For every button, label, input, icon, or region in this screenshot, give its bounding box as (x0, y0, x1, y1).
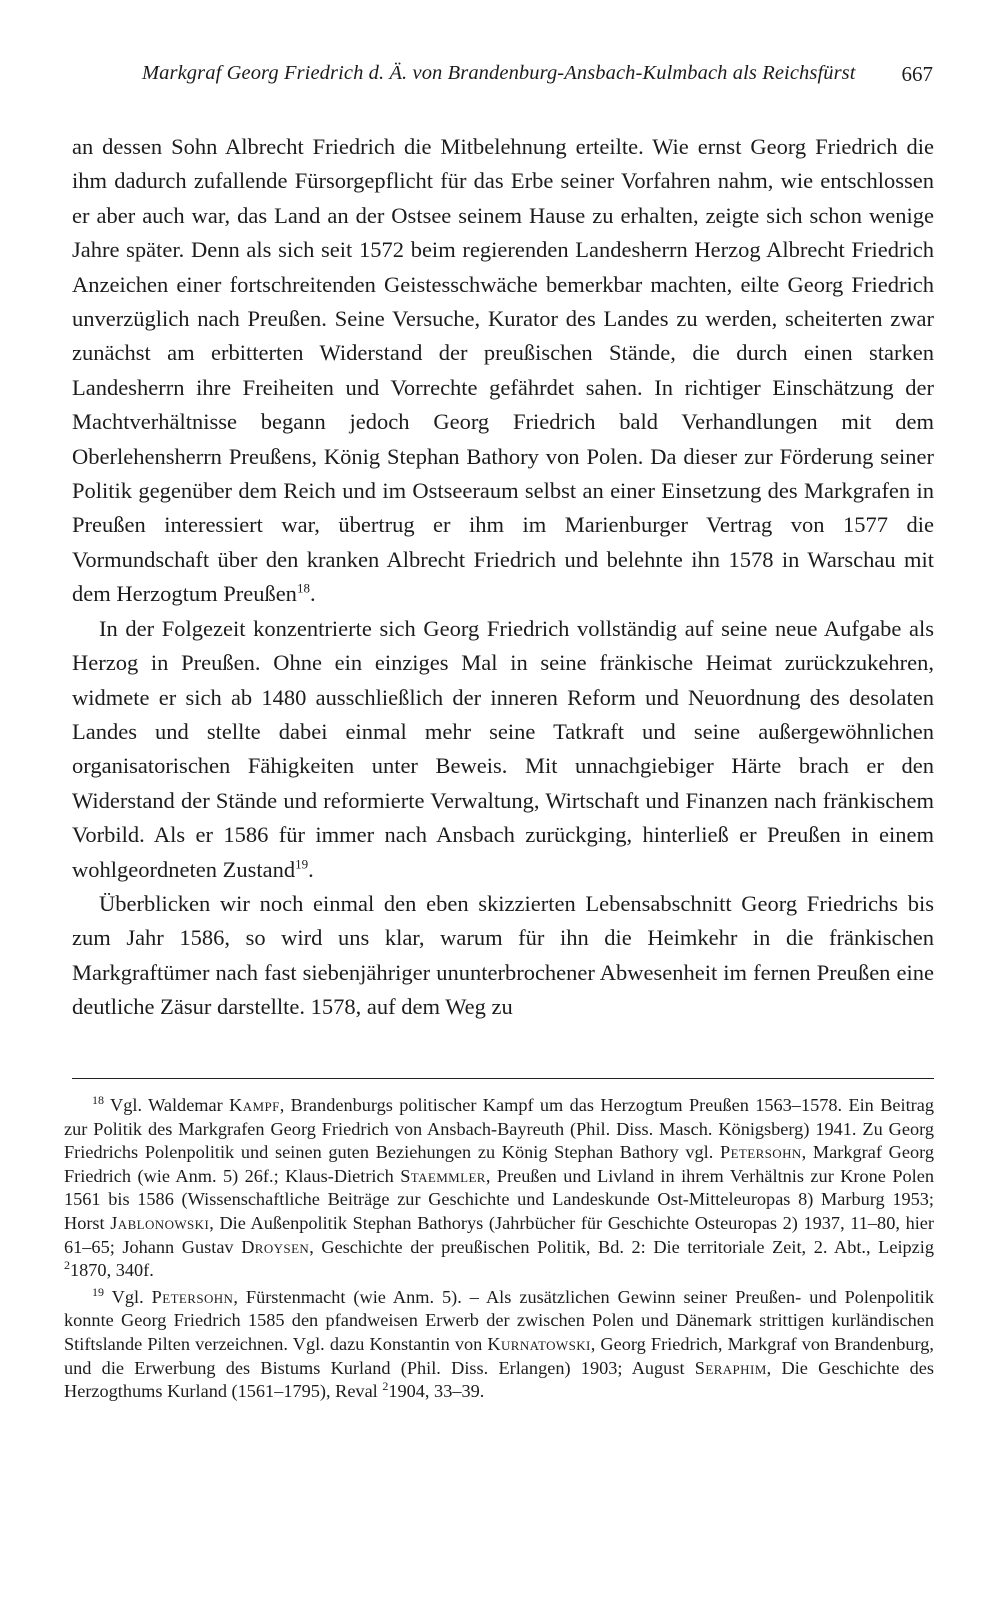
paragraph-end: . (309, 581, 316, 607)
author-name: Kampf (229, 1095, 280, 1115)
footnote-text: 1904, 33–39. (388, 1381, 485, 1402)
footnote-19 (64, 1286, 934, 1404)
footnote-18 (64, 1094, 934, 1283)
footnotes (64, 1094, 934, 1404)
author-name: Petersohn (720, 1142, 802, 1163)
page-number: 667 (901, 62, 933, 86)
paragraph-text: an dessen Sohn Albrecht Friedrich die Mitbelehnung erteilte. Wie ernst Georg Friedrich die ihm dadurch zufallende Fürsorgepflicht für das Erbe seiner Vorfahren nahm, wie entschlossen er aber auch war, das Land an der Ostsee seinem Hause zu erhalten, zeigte sich schon wenige Jahre später. Denn als sich seit 1572 beim regierenden Landesherrn Herzog Albrecht Friedrich Anzeichen einer fortschreitenden Geistesschwäche bemerkbar machten, eilte Georg Friedrich unverzüglich nach Preußen. Seine Versuche, Kurator des Landes zu werden, scheiterten zwar zunächst am erbitterten Widerstand der preußischen Stände, die durch einen starken Landesherrn ihre Freiheiten und Vorrechte gefährdet sahen. In richtiger Einschätzung der Machtverhältnisse begann jedoch Georg Friedrich bald Verhandlungen mit dem Oberlehensherrn Preußens, König Stephan Bathory von Polen. Da dieser zur Förderung seiner Politik gegenüber dem Reich und im Ostseeraum selbst an einer Einsetzung des Markgrafen in Preußen interessiert war, übertrug er ihm im Marienburger Vertrag von 1577 die Vormundschaft über den kranken Albrecht Friedrich und belehnte ihn 1578 in Warschau mit dem Herzogtum Preußen (72, 134, 934, 607)
author-name: Jablonowski (110, 1212, 210, 1233)
footnote-text: , Die Außenpolitik Stephan Bathorys (Jahrbücher für Geschichte Osteuropas 2) 1937, 11–80, hier 61–65; Johann Gustav (64, 1212, 934, 1257)
main-text (72, 130, 934, 1025)
paragraph-end: . (308, 856, 314, 882)
footnote-text: Vgl. (111, 1286, 152, 1307)
author-name: Droysen (241, 1236, 310, 1257)
author-name: Kurnatowski (487, 1333, 591, 1354)
footnote-text: , Brandenburgs politischer Kampf um das Herzogtum Preußen 1563–1578. Ein Beitrag zur Politik des Markgrafen Georg Friedrich von Ansbach-Bayreuth (Phil. Diss. Masch. Königsberg) 1941. Zu Georg Friedrichs Polenpolitik und seinen guten Beziehungen zu König Stephan Bathory vgl. (64, 1095, 934, 1163)
edition-number: 2 (382, 1379, 389, 1394)
footnote-text: 1870, 340f. (70, 1260, 154, 1281)
footnote-ref-19: 19 (295, 856, 309, 872)
paragraph (72, 130, 934, 612)
edition-number: 2 (64, 1258, 70, 1273)
footnote-number: 18 (92, 1092, 104, 1107)
footnote-text: , Geschichte der preußischen Politik, Bd. 2: Die territoriale Zeit, 2. Abt., Leipzig (309, 1236, 935, 1257)
footnote-text: , Preußen und Livland in ihrem Verhältnis zur Krone Polen 1561 bis 1586 (Wissenschaftliche Beiträge zur Geschichte und Landeskunde Ost-Mitteleuropas 8) Marburg 1953; Horst (64, 1165, 935, 1233)
paragraph-text: In der Folgezeit konzentrierte sich Georg Friedrich vollständig auf seine neue Aufgabe als Herzog in Preußen. Ohne ein einziges Mal in seine fränkische Heimat zurückzukehren, widmete er sich ab 1480 ausschließlich der inneren Reform und Neuordnung des desolaten Landes und stellte dabei einmal mehr seine Tatkraft und seine außergewöhnlichen organisatorischen Fähigkeiten unter Beweis. Mit unnachgiebiger Härte brach er den Widerstand der Stände und reformierte Verwaltung, Wirtschaft und Finanzen nach fränkischem Vorbild. Als er 1586 für immer nach Ansbach zurückging, hinterließ er Preußen in einem wohlgeordneten Zustand (72, 615, 934, 882)
author-name: Staemmler (400, 1165, 486, 1186)
paragraph-text: Überblicken wir noch einmal den eben skizzierten Lebensabschnitt Georg Friedrichs bis zum Jahr 1586, so wird uns klar, warum für ihn die Heimkehr in die fränkischen Markgraftümer nach fast siebenjähriger ununterbrochener Abwesenheit im fernen Preußen eine deutliche Zäsur darstellte. 1578, auf dem Weg zu (72, 890, 934, 1020)
author-name: Seraphim (694, 1357, 767, 1378)
footnote-text: , Markgraf Georg Friedrich (wie Anm. 5) 26f.; Klaus-Dietrich (64, 1142, 934, 1186)
footnote-text: , Die Geschichte des Herzogthums Kurland (1561–1795), Reval (64, 1357, 934, 1402)
footnote-number: 19 (92, 1284, 104, 1299)
footnote-text: Vgl. Waldemar (110, 1095, 230, 1115)
running-header (80, 58, 933, 98)
footnote-text: , Fürstenmacht (wie Anm. 5). – Als zusätzlichen Gewinn seiner Preußen- und Polenpolitik konnte Georg Friedrich 1585 den pfandweisen Erwerb der zwischen Polen und Dänemark strittigen kurländischen Stiftslande Pilten verzeichnen. Vgl. dazu Konstantin von (64, 1286, 934, 1354)
running-title: Markgraf Georg Friedrich d. Ä. von Brandenburg-Ansbach-Kulmbach als Reichsfürst (142, 62, 856, 84)
author-name: Petersohn (151, 1286, 234, 1307)
footnote-divider (72, 1078, 934, 1079)
paragraph (72, 887, 934, 1025)
paragraph (72, 612, 934, 887)
footnote-text: , Georg Friedrich, Markgraf von Brandenburg, und die Erwerbung des Bistums Kurland (Phil. Diss. Erlangen) 1903; August (64, 1333, 934, 1378)
footnote-ref-18: 18 (296, 580, 310, 596)
